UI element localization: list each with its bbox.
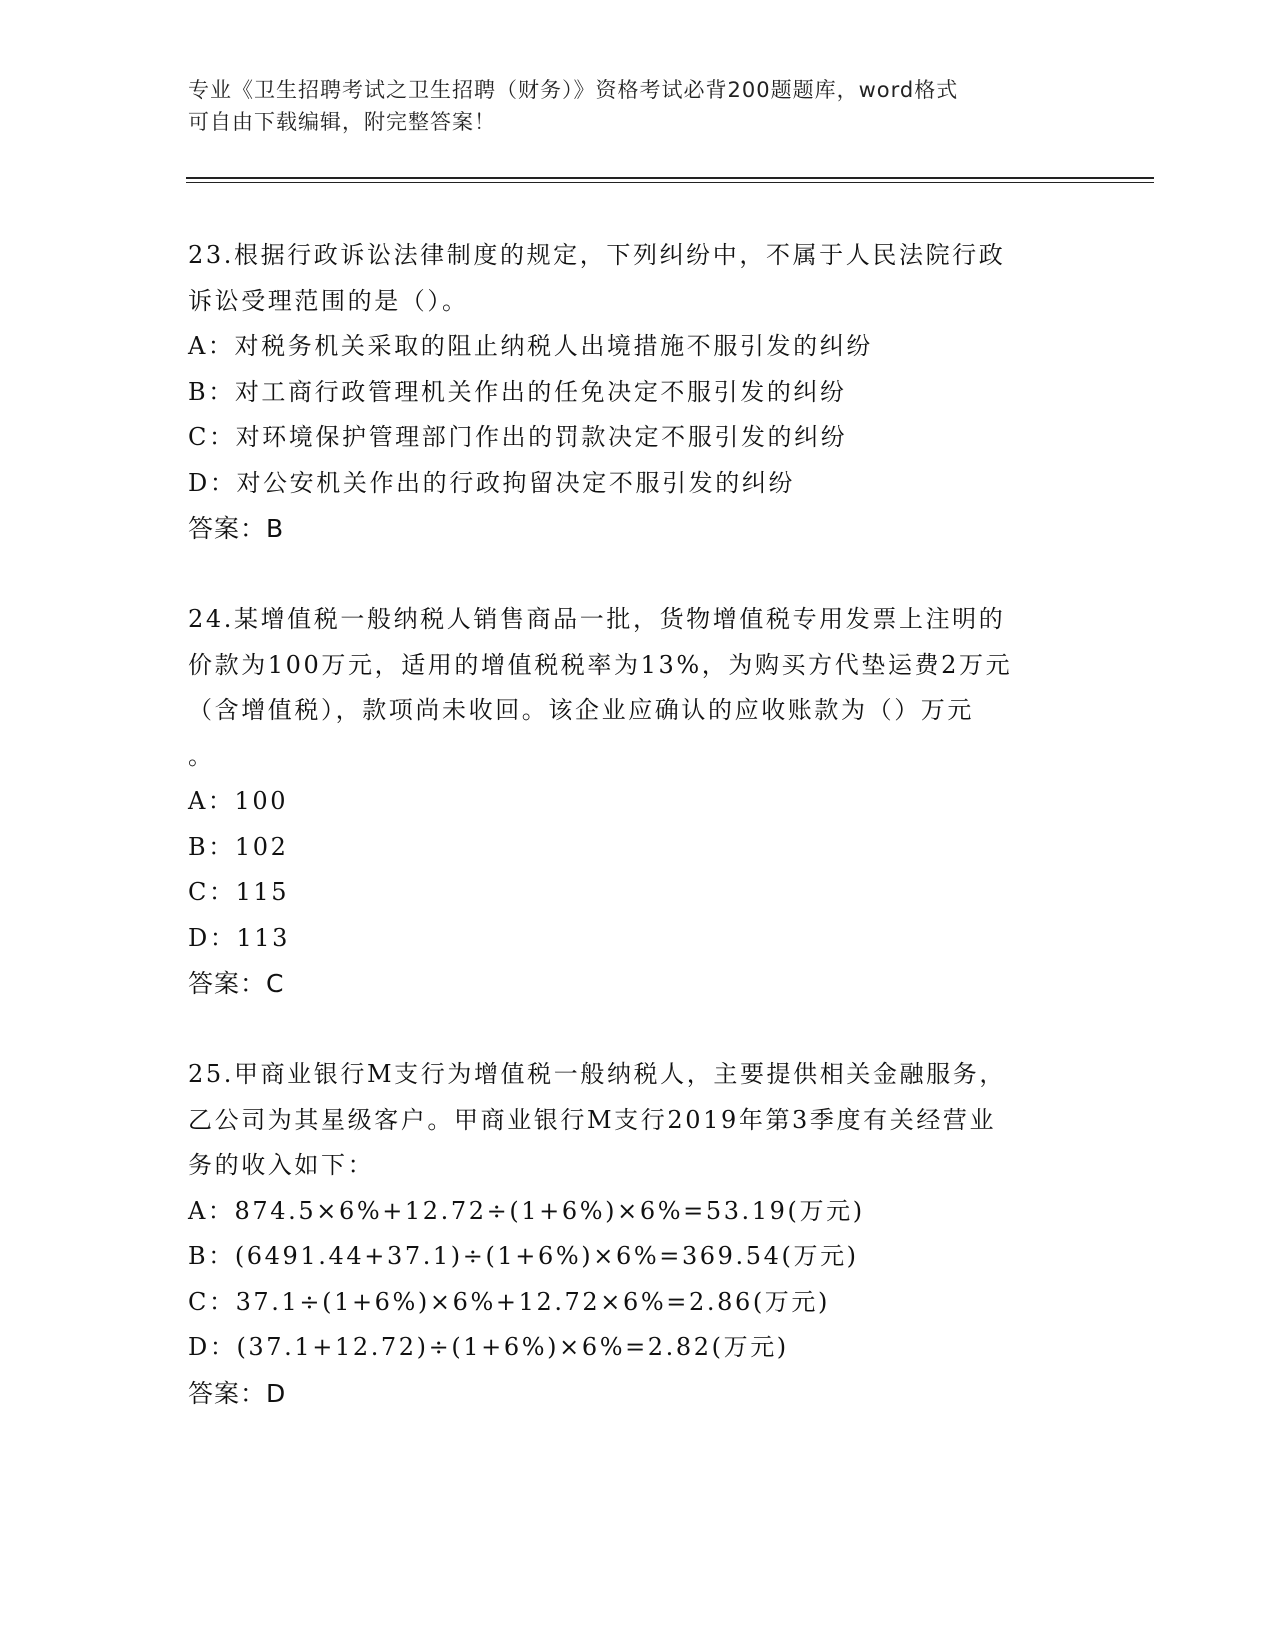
answer-line: 答案：B — [188, 514, 285, 543]
question-25 — [188, 1052, 1088, 1416]
option-b: B：(6491.44+37.1)÷(1+6%)×6%=369.54(万元) — [188, 1242, 859, 1270]
answer-line: 答案：C — [188, 969, 285, 998]
questions-area — [188, 233, 1088, 1416]
option-c: C：37.1÷(1+6%)×6%+12.72×6%=2.86(万元) — [188, 1287, 830, 1316]
answer-line: 答案：D — [188, 1378, 287, 1408]
question-stem-line: 价款为100万元，适用的增值税税率为13%，为购买方代垫运费2万元 — [188, 650, 1013, 679]
question-24 — [188, 597, 1088, 1007]
option-d: D：113 — [188, 923, 291, 952]
option-d: D：(37.1+12.72)÷(1+6%)×6%=2.82(万元) — [188, 1333, 789, 1361]
question-stem-line: 诉讼受理范围的是（）。 — [188, 286, 469, 315]
document-header — [188, 74, 1088, 138]
option-b: B：对工商行政管理机关作出的任免决定不服引发的纠纷 — [188, 377, 847, 406]
spacer — [188, 552, 1088, 598]
question-stem-line: 24.某增值税一般纳税人销售商品一批，货物增值税专用发票上注明的 — [188, 605, 1006, 633]
question-stem-line: 23.根据行政诉讼法律制度的规定，下列纠纷中，不属于人民法院行政 — [188, 241, 1006, 269]
option-b: B：102 — [188, 832, 289, 861]
question-stem-line: 25.甲商业银行M支行为增值税一般纳税人，主要提供相关金融服务， — [188, 1060, 1006, 1088]
header-line-2: 可自由下载编辑，附完整答案！ — [188, 110, 496, 134]
option-a: A：对税务机关采取的阻止纳税人出境措施不服引发的纠纷 — [188, 332, 873, 360]
option-c: C：115 — [188, 878, 290, 906]
header-line-1: 专业《卫生招聘考试之卫生招聘（财务）》资格考试必背200题题库，word格式 — [188, 78, 959, 102]
spacer — [188, 1007, 1088, 1053]
option-c: C：对环境保护管理部门作出的罚款决定不服引发的纠纷 — [188, 423, 848, 451]
question-stem-line: （含增值税），款项尚未收回。该企业应确认的应收账款为（）万元 — [188, 696, 974, 724]
question-23 — [188, 233, 1088, 552]
question-stem-line: 乙公司为其星级客户。甲商业银行M支行2019年第3季度有关经营业 — [188, 1105, 997, 1134]
header-rule-thick — [186, 177, 1154, 179]
option-d: D：对公安机关作出的行政拘留决定不服引发的纠纷 — [188, 468, 796, 497]
option-a: A：100 — [188, 787, 289, 815]
option-a: A：874.5×6%+12.72÷(1+6%)×6%=53.19(万元) — [188, 1196, 865, 1225]
header-rule-thin — [186, 182, 1154, 183]
question-stem-line: 务的收入如下： — [188, 1151, 375, 1179]
question-stem-line: 。 — [188, 741, 215, 770]
